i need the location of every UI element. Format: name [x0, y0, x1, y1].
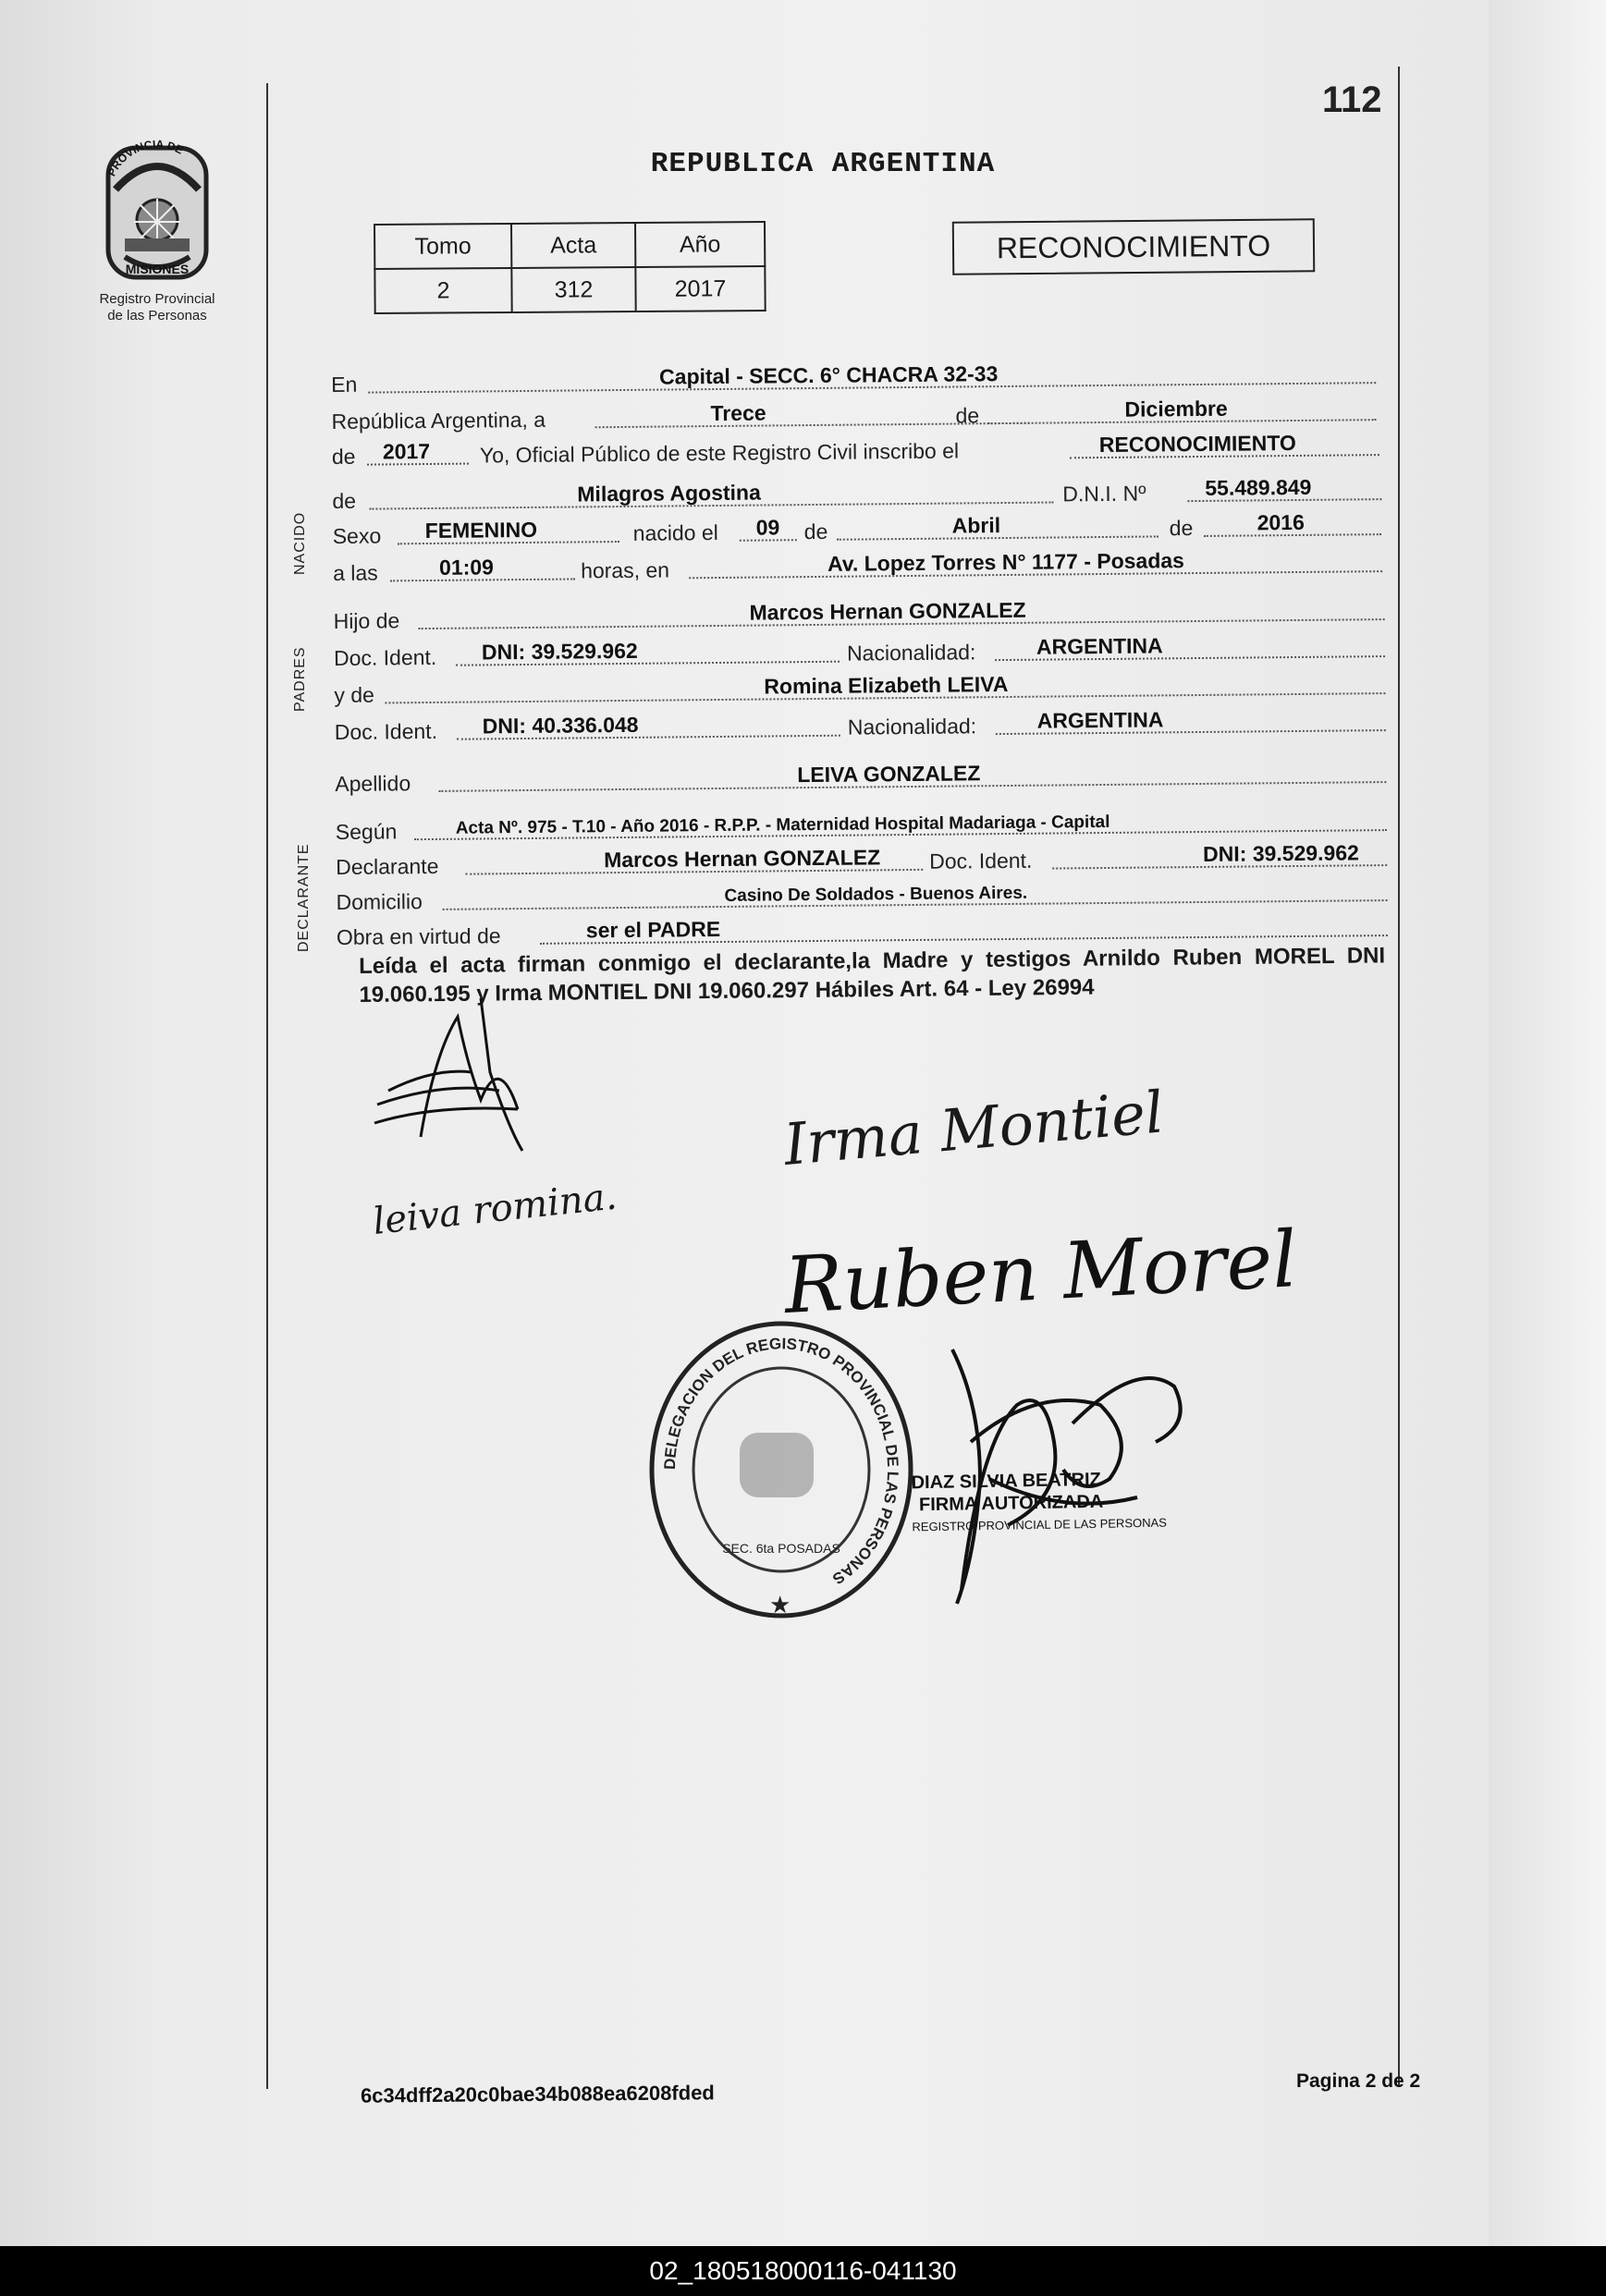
value-birth-month: Abril: [951, 513, 1001, 538]
closing-statement: Leída el acta firman conmigo el declarante,la Madre y testigos Arnildo Ruben MOREL DNI 19.060.195 y Irma MONTIEL DNI 19.060.297 Hábiles Art. 64 - Ley 26994: [359, 943, 1386, 1008]
label-a-las: a las: [333, 560, 378, 585]
label-sexo: Sexo: [332, 523, 382, 548]
country-title: REPUBLICA ARGENTINA: [650, 148, 996, 180]
value-domicilio: Casino De Soldados - Buenos Aires.: [724, 883, 1028, 906]
value-birth-time: 01:09: [438, 555, 495, 580]
label-y-de: y de: [334, 682, 375, 707]
label-segun: Según: [335, 819, 398, 844]
value-year: 2017: [382, 438, 431, 464]
registry-value-ano: 2017: [635, 266, 765, 311]
stamp-registry: REGISTRO PROVINCIAL DE LAS PERSONAS: [912, 1515, 1168, 1534]
filename-bar: 02_180518000116-041130: [0, 2246, 1606, 2296]
value-dni: 55.489.849: [1205, 474, 1312, 500]
label-republica: República Argentina, a: [331, 407, 546, 434]
label-nacido: nacido el: [632, 519, 718, 545]
label-doc: Doc. Ident.: [333, 644, 437, 670]
value-segun: Acta Nº. 975 - T.10 - Año 2016 - R.P.P. - Maternidad Hospital Madariaga - Capital: [455, 812, 1110, 838]
label-obra: Obra en virtud de: [336, 923, 501, 949]
label-doc: Doc. Ident.: [334, 718, 438, 744]
value-birth-year: 2016: [1257, 509, 1305, 535]
logo-caption-line1: Registro Provincial: [99, 291, 215, 307]
label-apellido: Apellido: [335, 771, 411, 796]
label-de: de: [332, 488, 357, 513]
label-nacionalidad: Nacionalidad:: [847, 714, 977, 739]
value-mother-nationality: ARGENTINA: [1036, 707, 1164, 733]
signature-ruben-morel: Ruben Morel: [781, 1214, 1300, 1331]
value-day: Trece: [710, 400, 766, 426]
value-month: Diciembre: [1124, 396, 1228, 421]
seal-ring-text: DELEGACION DEL REGISTRO PROVINCIAL DE LAS PERSONAS: [660, 1335, 902, 1588]
value-father-name: Marcos Hernan GONZALEZ: [749, 597, 1026, 625]
label-dni: D.N.I. Nº: [1062, 481, 1146, 507]
value-apellido: LEIVA GONZALEZ: [797, 761, 981, 788]
label-horas: horas, en: [580, 557, 670, 583]
section-label-padres: PADRES: [292, 646, 308, 712]
registry-value-acta: 312: [511, 267, 635, 312]
logo-bottom-text: MISIONES: [125, 262, 190, 276]
value-birth-place: Av. Lopez Torres N° 1177 - Posadas: [827, 548, 1185, 576]
stamp-name: DIAZ SILVIA BEATRIZ: [911, 1469, 1101, 1494]
logo-arc-text: PROVINCIA DE: [104, 139, 186, 178]
signature-irma-montiel: Irma Montiel: [780, 1078, 1167, 1179]
value-mother-doc: DNI: 40.336.048: [482, 712, 639, 739]
value-birth-day: 09: [755, 515, 780, 540]
label-oficial: Yo, Oficial Público de este Registro Civil inscribo el: [479, 438, 960, 468]
value-mother-name: Romina Elizabeth LEIVA: [764, 671, 1009, 699]
registry-header-tomo: Tomo: [374, 224, 511, 269]
label-hijo: Hijo de: [333, 608, 400, 633]
page-number: 112: [1322, 79, 1382, 120]
value-name: Milagros Agostina: [577, 480, 761, 507]
authorized-stamp: [911, 1468, 1167, 1539]
registry-value-tomo: 2: [374, 268, 511, 313]
section-label-nacido: NACIDO: [292, 511, 308, 575]
value-obra: ser el PADRE: [585, 916, 721, 943]
svg-text:★: ★: [769, 1591, 791, 1618]
label-de: de: [331, 444, 356, 469]
official-seal-icon: [652, 1324, 911, 1618]
label-doc: Doc. Ident.: [929, 848, 1033, 873]
label-domicilio: Domicilio: [336, 889, 423, 914]
value-sexo: FEMENINO: [424, 517, 538, 543]
act-type-box: RECONOCIMIENTO: [952, 218, 1315, 275]
value-act: RECONOCIMIENTO: [1098, 430, 1296, 458]
value-place: Capital - SECC. 6° CHACRA 32-33: [658, 361, 999, 389]
label-de: de: [803, 519, 828, 544]
value-declarante-doc: DNI: 39.529.962: [1202, 840, 1359, 866]
label-en: En: [331, 372, 358, 397]
registry-header-ano: Año: [635, 222, 765, 267]
stamp-role: FIRMA AUTORIZADA: [918, 1491, 1104, 1516]
registry-header-acta: Acta: [511, 223, 635, 268]
logo-caption-line2: de las Personas: [107, 308, 207, 324]
signature-leiva-romina: leiva romina.: [371, 1175, 619, 1243]
value-declarante: Marcos Hernan GONZALEZ: [603, 845, 881, 873]
section-label-declarante: DECLARANTE: [296, 843, 312, 952]
officer-signature-icon: [374, 998, 522, 1151]
value-father-nationality: ARGENTINA: [1036, 633, 1163, 659]
label-nacionalidad: Nacionalidad:: [846, 640, 976, 666]
document-hash: 6c34dff2a20c0bae34b088ea6208fded: [360, 2081, 715, 2107]
label-de: de: [1169, 516, 1194, 541]
label-declarante: Declarante: [336, 853, 439, 879]
seal-inner-text: SEC. 6ta POSADAS: [722, 1541, 840, 1556]
value-father-doc: DNI: 39.529.962: [481, 638, 638, 665]
page-indicator: Pagina 2 de 2: [1296, 2070, 1421, 2092]
label-de: de: [955, 403, 980, 428]
